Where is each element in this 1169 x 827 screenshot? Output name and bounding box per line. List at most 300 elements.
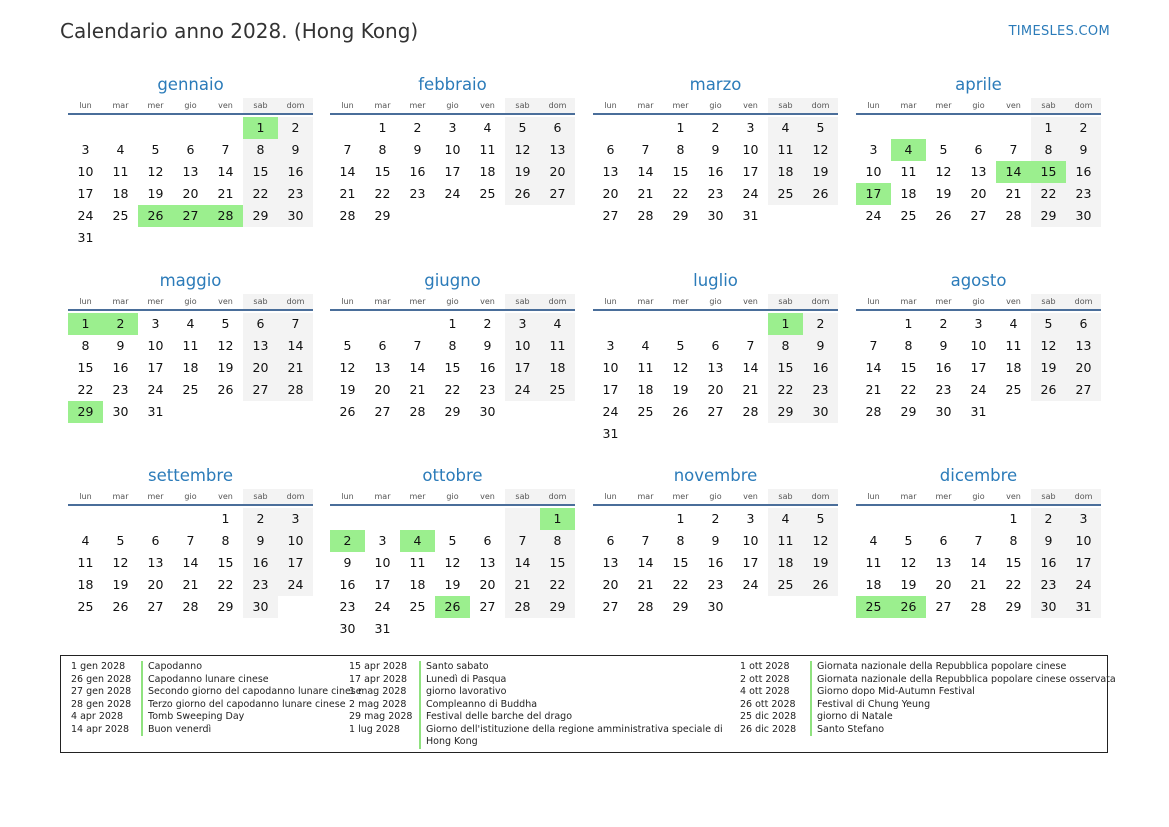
day-cell: 4 xyxy=(768,508,803,530)
weekday-label: dom xyxy=(278,489,313,504)
weekday-label: lun xyxy=(341,492,354,501)
weekday-label: gio xyxy=(184,297,197,306)
weekday-label: mar xyxy=(112,492,129,501)
holiday-day-cell: 29 xyxy=(68,401,103,423)
month-giugno xyxy=(330,270,575,423)
day-cell: 28 xyxy=(742,404,759,419)
holiday-day-cell: 26 xyxy=(891,596,926,618)
day-grid xyxy=(68,311,313,423)
day-cell: 28 xyxy=(970,599,987,614)
weekday-label: mer xyxy=(672,101,689,110)
day-cell: 10 xyxy=(742,142,759,157)
day-cell: 14 xyxy=(505,552,540,574)
day-cell: 30 xyxy=(479,404,496,419)
day-cell: 4 xyxy=(641,338,650,353)
day-cell: 19 xyxy=(505,161,540,183)
day-cell: 21 xyxy=(409,382,426,397)
day-cell: 5 xyxy=(803,117,838,139)
holiday-entry xyxy=(71,686,362,699)
day-cell: 7 xyxy=(221,142,230,157)
weekday-label: mer xyxy=(935,297,952,306)
day-cell: 5 xyxy=(221,316,230,331)
holiday-day-cell: 2 xyxy=(330,530,365,552)
day-cell: 21 xyxy=(865,382,882,397)
empty-cell xyxy=(138,508,173,530)
day-cell: 25 xyxy=(77,599,94,614)
day-cell: 28 xyxy=(339,208,356,223)
day-cell: 6 xyxy=(1066,313,1101,335)
day-cell: 29 xyxy=(243,205,278,227)
page-title: Calendario anno 2028. (Hong Kong) xyxy=(60,19,419,43)
weekday-label: mer xyxy=(147,297,164,306)
day-cell: 3 xyxy=(151,316,160,331)
empty-cell xyxy=(208,117,243,139)
empty-cell xyxy=(365,313,400,335)
day-cell: 22 xyxy=(77,382,94,397)
day-cell: 27 xyxy=(602,599,619,614)
day-cell: 14 xyxy=(970,555,987,570)
day-cell: 6 xyxy=(151,533,160,548)
weekday-label: lun xyxy=(341,297,354,306)
day-cell: 3 xyxy=(378,533,387,548)
empty-cell xyxy=(961,117,996,139)
day-cell: 22 xyxy=(444,382,461,397)
day-cell: 9 xyxy=(116,338,125,353)
weekday-header xyxy=(593,489,838,506)
day-cell: 27 xyxy=(602,208,619,223)
month-name: aprile xyxy=(955,75,1002,94)
holiday-date: 15 apr 2028 xyxy=(349,661,408,672)
day-cell: 15 xyxy=(672,555,689,570)
empty-cell xyxy=(330,117,365,139)
day-cell: 11 xyxy=(900,164,917,179)
day-cell: 17 xyxy=(505,357,540,379)
empty-cell xyxy=(505,508,540,530)
day-cell: 8 xyxy=(768,335,803,357)
brand-link[interactable]: TIMESLES.COM xyxy=(1008,24,1110,39)
day-cell: 25 xyxy=(479,186,496,201)
holiday-date: 1 gen 2028 xyxy=(71,661,126,672)
holiday-entry xyxy=(349,711,746,724)
day-cell: 22 xyxy=(217,577,234,592)
weekday-label: lun xyxy=(604,297,617,306)
weekday-label: ven xyxy=(480,492,495,501)
day-cell: 26 xyxy=(935,208,952,223)
day-cell: 10 xyxy=(77,164,94,179)
day-cell: 3 xyxy=(746,511,755,526)
holiday-day-cell: 27 xyxy=(173,205,208,227)
day-cell: 25 xyxy=(768,183,803,205)
month-name: febbraio xyxy=(418,75,487,94)
day-cell: 16 xyxy=(409,164,426,179)
weekday-label: mar xyxy=(900,101,917,110)
empty-cell xyxy=(173,508,208,530)
weekday-label: sab xyxy=(768,294,803,309)
weekday-label: ven xyxy=(480,297,495,306)
day-cell: 9 xyxy=(483,338,492,353)
day-cell: 18 xyxy=(637,382,654,397)
empty-cell xyxy=(173,117,208,139)
holiday-name: Secondo giorno del capodanno lunare cinese xyxy=(141,686,362,699)
month-novembre xyxy=(593,465,838,618)
day-cell: 17 xyxy=(602,382,619,397)
day-cell: 2 xyxy=(278,117,313,139)
day-cell: 14 xyxy=(742,360,759,375)
day-cell: 1 xyxy=(221,511,230,526)
day-cell: 23 xyxy=(707,186,724,201)
day-cell: 6 xyxy=(186,142,195,157)
weekday-label: gio xyxy=(972,297,985,306)
month-luglio xyxy=(593,270,838,445)
day-cell: 6 xyxy=(378,338,387,353)
empty-cell xyxy=(856,508,891,530)
holiday-entry xyxy=(349,661,746,674)
day-grid xyxy=(593,311,838,445)
holiday-date: 4 ott 2028 xyxy=(740,686,790,697)
day-cell: 2 xyxy=(711,120,720,135)
day-cell: 5 xyxy=(676,338,685,353)
holiday-name: Santo Stefano xyxy=(810,724,884,737)
day-cell: 15 xyxy=(77,360,94,375)
day-cell: 4 xyxy=(768,117,803,139)
day-cell: 24 xyxy=(742,577,759,592)
day-cell: 9 xyxy=(711,142,720,157)
day-grid xyxy=(330,506,575,640)
day-cell: 13 xyxy=(935,555,952,570)
day-cell: 17 xyxy=(278,552,313,574)
day-cell: 4 xyxy=(186,316,195,331)
day-cell: 30 xyxy=(803,401,838,423)
day-grid xyxy=(330,311,575,423)
empty-cell xyxy=(698,313,733,335)
day-cell: 13 xyxy=(602,164,619,179)
day-cell: 13 xyxy=(182,164,199,179)
day-cell: 17 xyxy=(1066,552,1101,574)
month-maggio xyxy=(68,270,313,423)
day-cell: 17 xyxy=(970,360,987,375)
weekday-label: sab xyxy=(505,98,540,113)
day-cell: 13 xyxy=(602,555,619,570)
day-cell: 5 xyxy=(904,533,913,548)
day-cell: 6 xyxy=(974,142,983,157)
month-ottobre xyxy=(330,465,575,640)
holiday-name: Giornata nazionale della Repubblica popolare cinese osservata xyxy=(810,674,1116,687)
weekday-label: mar xyxy=(900,297,917,306)
day-cell: 29 xyxy=(672,208,689,223)
day-cell: 18 xyxy=(540,357,575,379)
day-cell: 10 xyxy=(1066,530,1101,552)
day-cell: 16 xyxy=(1066,161,1101,183)
holiday-entry xyxy=(71,674,362,687)
weekday-label: mer xyxy=(935,492,952,501)
holiday-name: Giorno dopo Mid-Autumn Festival xyxy=(810,686,975,699)
day-cell: 12 xyxy=(900,555,917,570)
day-cell: 19 xyxy=(672,382,689,397)
day-cell: 3 xyxy=(1066,508,1101,530)
day-cell: 20 xyxy=(707,382,724,397)
weekday-label: dom xyxy=(1066,489,1101,504)
day-cell: 5 xyxy=(116,533,125,548)
day-cell: 10 xyxy=(374,555,391,570)
day-cell: 21 xyxy=(505,574,540,596)
holiday-name: Giorno dell'istituzione della regione amministrativa speciale di Hong Kong xyxy=(419,724,746,749)
day-cell: 19 xyxy=(217,360,234,375)
weekday-label: mer xyxy=(409,297,426,306)
month-name: giugno xyxy=(424,271,481,290)
day-cell: 7 xyxy=(641,533,650,548)
day-cell: 18 xyxy=(865,577,882,592)
empty-cell xyxy=(961,508,996,530)
day-cell: 21 xyxy=(182,577,199,592)
empty-cell xyxy=(891,508,926,530)
day-cell: 1 xyxy=(676,120,685,135)
holiday-date: 26 gen 2028 xyxy=(71,673,132,685)
day-cell: 4 xyxy=(869,533,878,548)
day-cell: 21 xyxy=(278,357,313,379)
weekday-header xyxy=(856,489,1101,506)
weekday-label: mar xyxy=(112,297,129,306)
day-cell: 28 xyxy=(182,599,199,614)
day-cell: 8 xyxy=(676,142,685,157)
day-cell: 20 xyxy=(540,161,575,183)
day-cell: 23 xyxy=(339,599,356,614)
day-cell: 23 xyxy=(479,382,496,397)
day-cell: 12 xyxy=(672,360,689,375)
day-cell: 30 xyxy=(339,621,356,636)
day-cell: 27 xyxy=(147,599,164,614)
day-cell: 11 xyxy=(409,555,426,570)
month-name: agosto xyxy=(950,271,1007,290)
holiday-entry xyxy=(349,674,746,687)
day-cell: 20 xyxy=(602,186,619,201)
day-cell: 28 xyxy=(1005,208,1022,223)
weekday-label: sab xyxy=(1031,489,1066,504)
day-cell: 11 xyxy=(637,360,654,375)
day-cell: 30 xyxy=(1066,205,1101,227)
day-cell: 7 xyxy=(278,313,313,335)
day-cell: 11 xyxy=(768,530,803,552)
holiday-entry xyxy=(740,699,1116,712)
day-cell: 10 xyxy=(602,360,619,375)
weekday-label: mer xyxy=(935,101,952,110)
weekday-label: sab xyxy=(243,98,278,113)
day-cell: 3 xyxy=(278,508,313,530)
holiday-entry xyxy=(349,686,746,699)
holiday-name: giorno di Natale xyxy=(810,711,893,724)
day-cell: 25 xyxy=(1005,382,1022,397)
weekday-label: mar xyxy=(637,297,654,306)
holiday-entry xyxy=(740,724,1116,737)
day-cell: 22 xyxy=(540,574,575,596)
day-cell: 7 xyxy=(641,142,650,157)
day-cell: 24 xyxy=(444,186,461,201)
day-cell: 15 xyxy=(444,360,461,375)
day-cell: 7 xyxy=(186,533,195,548)
day-cell: 20 xyxy=(1066,357,1101,379)
weekday-label: dom xyxy=(803,98,838,113)
weekday-label: gio xyxy=(709,492,722,501)
weekday-header xyxy=(593,98,838,115)
day-cell: 22 xyxy=(672,186,689,201)
weekday-label: gio xyxy=(709,101,722,110)
empty-cell xyxy=(103,117,138,139)
month-agosto xyxy=(856,270,1101,423)
day-grid xyxy=(330,115,575,227)
weekday-label: ven xyxy=(743,297,758,306)
holiday-entry xyxy=(740,711,1116,724)
weekday-label: gio xyxy=(709,297,722,306)
empty-cell xyxy=(68,508,103,530)
weekday-label: lun xyxy=(79,492,92,501)
weekday-label: sab xyxy=(243,489,278,504)
empty-cell xyxy=(593,313,628,335)
weekday-header xyxy=(68,489,313,506)
day-cell: 28 xyxy=(865,404,882,419)
day-cell: 25 xyxy=(112,208,129,223)
holiday-day-cell: 1 xyxy=(540,508,575,530)
month-name: novembre xyxy=(673,466,758,485)
day-cell: 12 xyxy=(444,555,461,570)
weekday-label: sab xyxy=(243,294,278,309)
day-cell: 26 xyxy=(803,183,838,205)
day-cell: 20 xyxy=(182,186,199,201)
day-cell: 6 xyxy=(606,142,615,157)
day-cell: 21 xyxy=(1005,186,1022,201)
holiday-day-cell: 26 xyxy=(435,596,470,618)
month-name: luglio xyxy=(693,271,738,290)
day-cell: 30 xyxy=(707,208,724,223)
holiday-day-cell: 1 xyxy=(68,313,103,335)
day-cell: 24 xyxy=(374,599,391,614)
empty-cell xyxy=(330,508,365,530)
day-cell: 30 xyxy=(278,205,313,227)
day-cell: 27 xyxy=(970,208,987,223)
day-cell: 20 xyxy=(243,357,278,379)
day-cell: 15 xyxy=(900,360,917,375)
day-grid xyxy=(856,506,1101,618)
day-cell: 14 xyxy=(182,555,199,570)
day-grid xyxy=(68,506,313,618)
day-cell: 29 xyxy=(217,599,234,614)
day-cell: 16 xyxy=(707,555,724,570)
empty-cell xyxy=(891,117,926,139)
day-cell: 21 xyxy=(742,382,759,397)
weekday-label: mer xyxy=(409,492,426,501)
weekday-label: gio xyxy=(972,101,985,110)
holiday-date: 29 mag 2028 xyxy=(349,711,413,722)
holiday-name: Festival delle barche del drago xyxy=(419,711,572,724)
holiday-entry xyxy=(740,661,1116,674)
day-cell: 23 xyxy=(935,382,952,397)
holiday-entry xyxy=(740,674,1116,687)
day-cell: 19 xyxy=(1031,357,1066,379)
holiday-day-cell: 26 xyxy=(138,205,173,227)
day-cell: 16 xyxy=(278,161,313,183)
day-grid xyxy=(593,115,838,227)
day-cell: 29 xyxy=(1031,205,1066,227)
empty-cell xyxy=(400,313,435,335)
weekday-label: mer xyxy=(672,297,689,306)
empty-cell xyxy=(926,508,961,530)
day-cell: 4 xyxy=(116,142,125,157)
weekday-header xyxy=(68,294,313,311)
weekday-label: mer xyxy=(672,492,689,501)
day-cell: 2 xyxy=(1031,508,1066,530)
day-cell: 1 xyxy=(378,120,387,135)
empty-cell xyxy=(628,508,663,530)
holiday-date: 1 ott 2028 xyxy=(740,661,790,672)
day-cell: 5 xyxy=(803,508,838,530)
day-cell: 24 xyxy=(865,208,882,223)
day-cell: 7 xyxy=(413,338,422,353)
day-cell: 26 xyxy=(112,599,129,614)
weekday-label: sab xyxy=(1031,98,1066,113)
day-cell: 24 xyxy=(1066,574,1101,596)
weekday-label: lun xyxy=(867,297,880,306)
day-cell: 8 xyxy=(676,533,685,548)
month-dicembre xyxy=(856,465,1101,618)
day-cell: 26 xyxy=(217,382,234,397)
day-cell: 27 xyxy=(374,404,391,419)
day-cell: 31 xyxy=(742,208,759,223)
weekday-label: ven xyxy=(743,492,758,501)
day-cell: 27 xyxy=(479,599,496,614)
holiday-entry xyxy=(349,724,746,749)
weekday-label: gio xyxy=(184,492,197,501)
weekday-label: mar xyxy=(374,101,391,110)
weekday-label: mer xyxy=(147,101,164,110)
day-cell: 20 xyxy=(147,577,164,592)
weekday-header xyxy=(856,294,1101,311)
day-cell: 18 xyxy=(768,161,803,183)
weekday-label: lun xyxy=(867,492,880,501)
weekday-label: dom xyxy=(803,489,838,504)
weekday-label: ven xyxy=(1006,492,1021,501)
day-cell: 22 xyxy=(1005,577,1022,592)
day-cell: 15 xyxy=(217,555,234,570)
weekday-label: lun xyxy=(867,101,880,110)
empty-cell xyxy=(996,117,1031,139)
weekday-label: mer xyxy=(147,492,164,501)
month-febbraio xyxy=(330,74,575,227)
day-cell: 11 xyxy=(1005,338,1022,353)
day-cell: 8 xyxy=(540,530,575,552)
day-cell: 18 xyxy=(768,552,803,574)
day-cell: 25 xyxy=(409,599,426,614)
day-cell: 4 xyxy=(81,533,90,548)
day-cell: 22 xyxy=(374,186,391,201)
day-cell: 16 xyxy=(479,360,496,375)
day-cell: 6 xyxy=(243,313,278,335)
holiday-column xyxy=(740,661,1116,736)
day-cell: 29 xyxy=(672,599,689,614)
day-cell: 3 xyxy=(869,142,878,157)
day-cell: 10 xyxy=(970,338,987,353)
weekday-header xyxy=(330,98,575,115)
weekday-header xyxy=(593,294,838,311)
day-cell: 14 xyxy=(637,555,654,570)
day-cell: 18 xyxy=(77,577,94,592)
holiday-date: 17 apr 2028 xyxy=(349,673,408,685)
weekday-label: dom xyxy=(278,294,313,309)
day-cell: 7 xyxy=(869,338,878,353)
day-cell: 1 xyxy=(676,511,685,526)
month-name: dicembre xyxy=(939,466,1018,485)
day-cell: 18 xyxy=(900,186,917,201)
empty-cell xyxy=(593,117,628,139)
holiday-day-cell: 2 xyxy=(103,313,138,335)
day-cell: 19 xyxy=(147,186,164,201)
